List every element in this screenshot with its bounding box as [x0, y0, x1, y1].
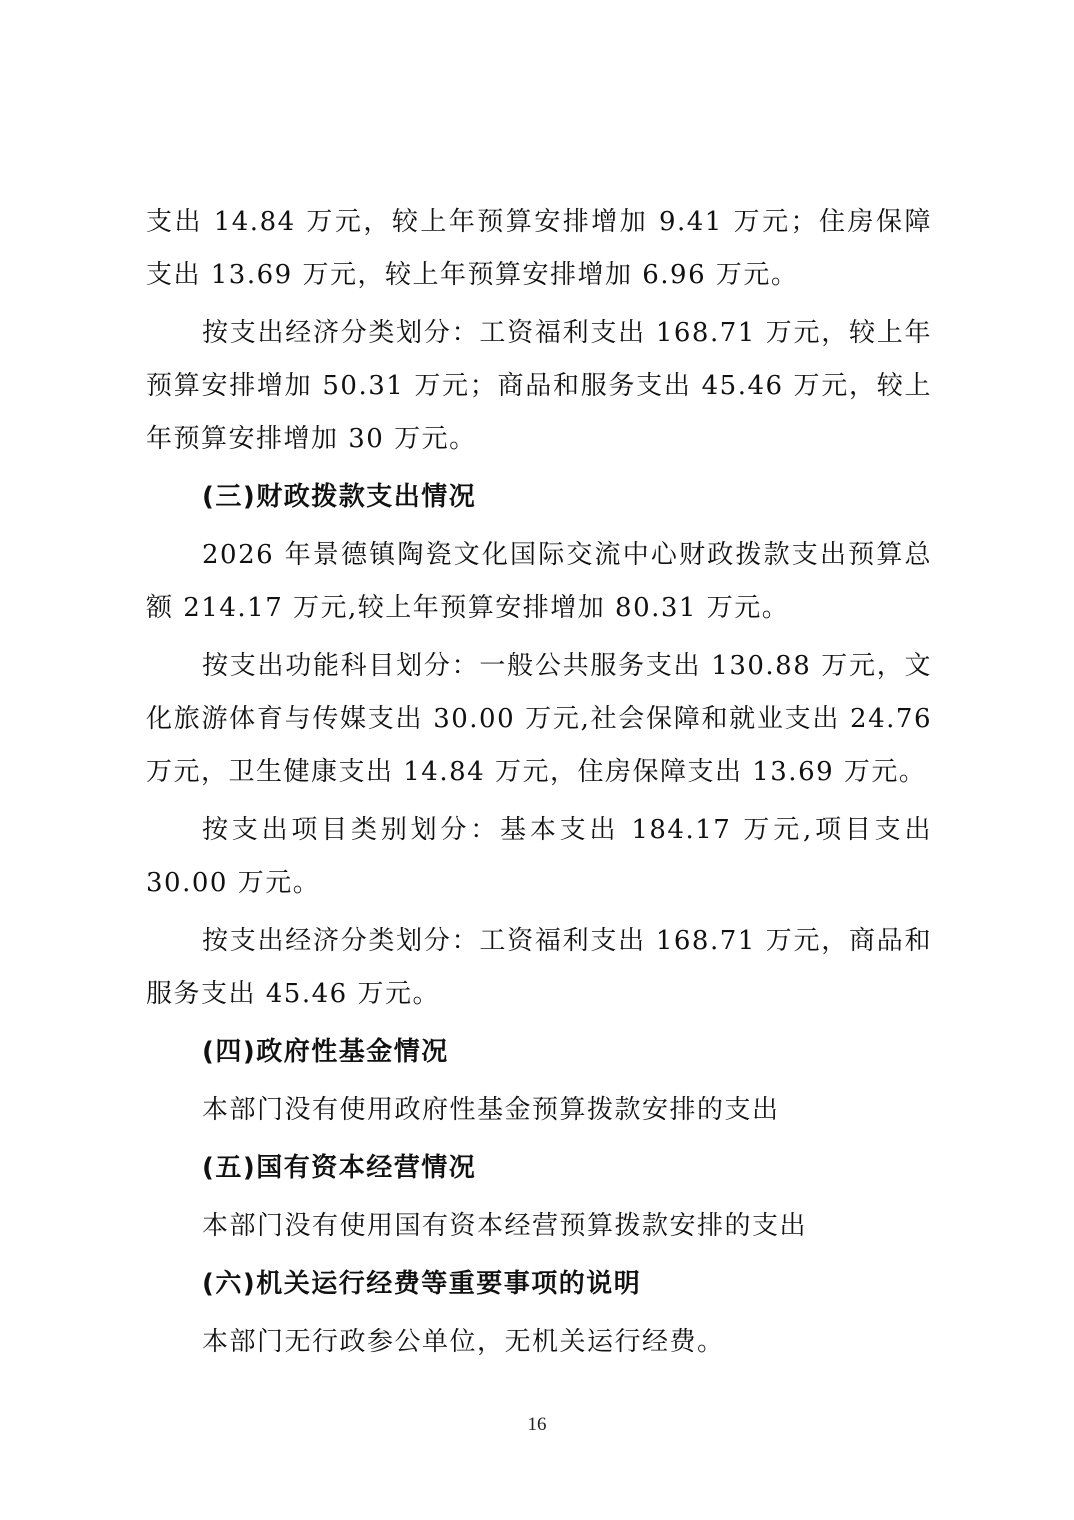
paragraph-economic-classification: 按支出经济分类划分：工资福利支出 168.71 万元，较上年预算安排增加 50.31 万元；商品和服务支出 45.46 万元，较上年预算安排增加 30 万元。 [146, 318, 932, 454]
paragraph-government-fund: 本部门没有使用政府性基金预算拨款安排的支出 [202, 1095, 780, 1125]
document-body [146, 196, 932, 1374]
paragraph-economic-classification-fiscal: 按支出经济分类划分：工资福利支出 168.71 万元，商品和服务支出 45.46 万元。 [146, 926, 932, 1009]
section-heading-state-capital: (五)国有资本经营情况 [202, 1153, 477, 1183]
section-heading-fiscal-appropriation: (三)财政拨款支出情况 [202, 482, 477, 512]
paragraph-project-classification: 按支出项目类别划分：基本支出 184.17 万元,项目支出 30.00 万元。 [146, 815, 932, 898]
section-heading-government-fund: (四)政府性基金情况 [202, 1037, 449, 1067]
paragraph-functional-classification: 按支出功能科目划分：一般公共服务支出 130.88 万元，文化旅游体育与传媒支出 30.00 万元,社会保障和就业支出 24.76 万元，卫生健康支出 14.84 万元，住房保障支出 13.69 万元。 [146, 651, 932, 787]
paragraph-housing-expenditure: 支出 14.84 万元，较上年预算安排增加 9.41 万元；住房保障支出 13.69 万元，较上年预算安排增加 6.96 万元。 [146, 207, 932, 290]
paragraph-operating-expenses: 本部门无行政参公单位，无机关运行经费。 [202, 1327, 725, 1357]
paragraph-state-capital: 本部门没有使用国有资本经营预算拨款安排的支出 [202, 1211, 808, 1241]
paragraph-fiscal-total: 2026 年景德镇陶瓷文化国际交流中心财政拨款支出预算总额 214.17 万元,较上年预算安排增加 80.31 万元。 [146, 540, 932, 623]
section-heading-operating-expenses: (六)机关运行经费等重要事项的说明 [202, 1269, 642, 1299]
page-number: 16 [527, 1414, 547, 1435]
